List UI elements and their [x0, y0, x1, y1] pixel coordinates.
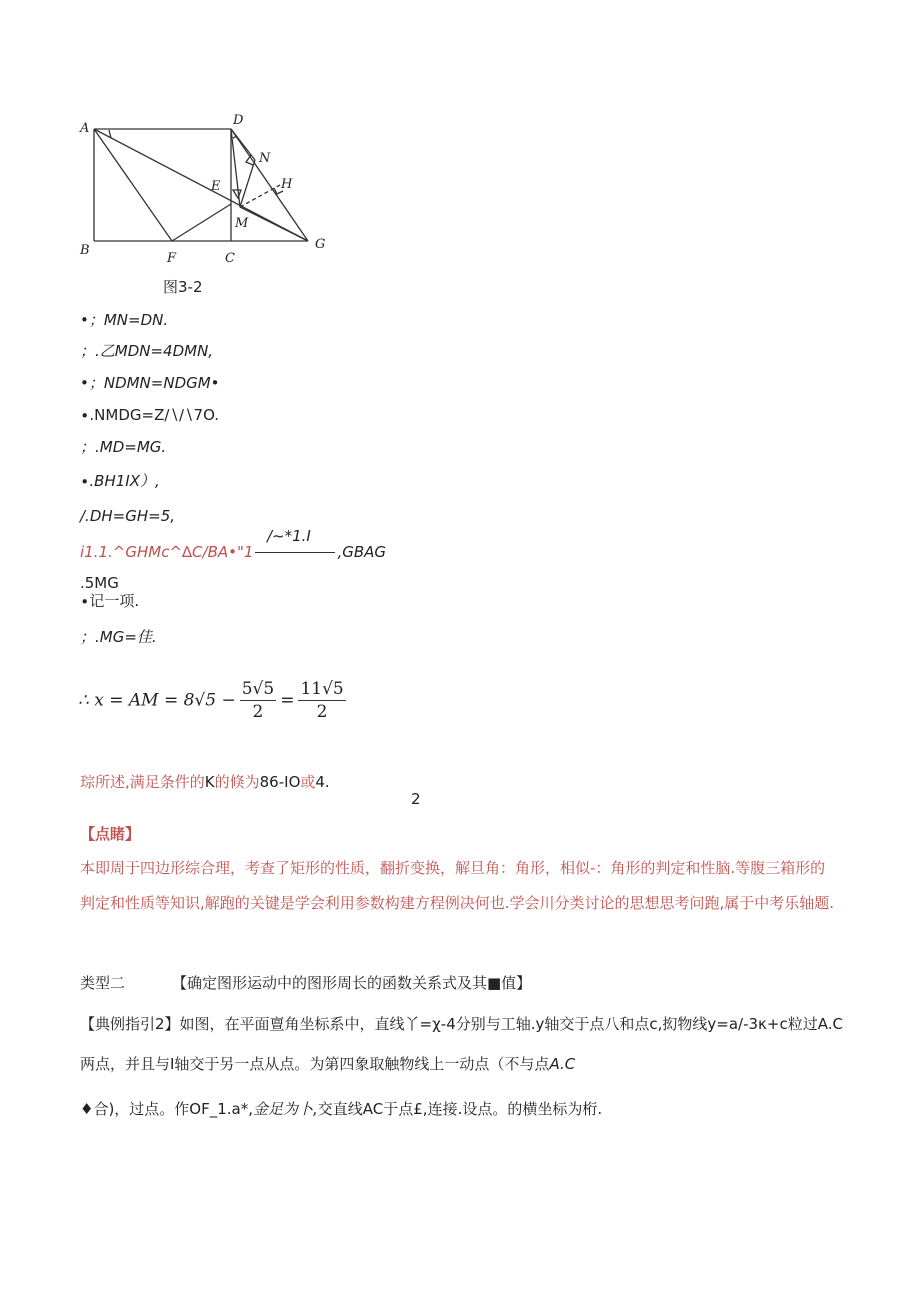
label-D: D: [233, 113, 244, 128]
comment-title: 【点睹】: [80, 825, 141, 843]
conclusion-value-1: 86-IO: [259, 773, 301, 791]
step-6: ∙.BH1IX）,: [80, 472, 160, 490]
geometry-figure: [75, 110, 340, 270]
example-line-2-points: A.C: [549, 1055, 576, 1073]
step-10: ∙记一项.: [80, 592, 140, 610]
example-line-1: 【典例指引2】如图，在平面亶角坐标系中，直线丫=χ-4分别与工轴.y轴交于点八和点c,抝物线y=a/-3κ+c粒过A.C: [80, 1015, 843, 1033]
conclusion: [80, 772, 330, 792]
label-B: B: [80, 243, 90, 258]
label-F: F: [167, 251, 177, 266]
label-M: M: [235, 216, 249, 231]
step-8-prefix: i1.1.^GHMc^∆C∕BA•"1: [80, 543, 254, 561]
conclusion-or: 或: [300, 773, 316, 791]
example-line-2: [80, 1054, 575, 1074]
segment-AG: [94, 129, 308, 241]
conclusion-denominator: 2: [411, 790, 421, 808]
segment-AF: [94, 129, 172, 241]
fraction-1-denominator: 2: [252, 702, 264, 722]
label-C: C: [225, 251, 235, 266]
example-line-3-b: 交直线AC于点£,连接.设点。的横坐标为桁.: [317, 1100, 603, 1118]
segment-FE: [172, 204, 231, 241]
fraction-1-numerator: 5√5: [241, 679, 275, 699]
conclusion-value-2: 4.: [315, 773, 330, 791]
type2-title: 【确定图形运动中的图形周长的函数关系式及其■值】: [172, 974, 532, 992]
step-3: •；NDMN=NDGM•: [80, 374, 220, 392]
type2-label: 类型二: [80, 974, 126, 992]
formula-fraction-2: [298, 678, 345, 723]
step-4: ∙.NMDG=Z∕∖∕∖7O.: [80, 406, 220, 424]
example-line-3-it: 金足为卜,: [253, 1100, 318, 1118]
fraction-2-numerator: 11√5: [300, 679, 344, 699]
step-8: [80, 542, 386, 562]
label-A: A: [80, 121, 90, 136]
conclusion-text-1: 琮所述,满足条件的: [80, 773, 205, 791]
comment-body: 本即周于四边形综合理，考查了矩形的性质，翻折变换，解旦角：角形，相似-：角形的判定和性脑.等腹三箱形的判定和性质等知识,解跑的关键是学会利用参数构建方程例决何也.学会川分类讨论的思想思考问跑,属于中考乐轴题.: [80, 859, 835, 912]
formula-prefix: ∴ x = AM = 8√5 −: [78, 690, 236, 711]
segment-MG: [240, 207, 308, 241]
step-8-suffix: ,GBAG: [337, 543, 387, 561]
step-9: .5MG: [80, 574, 119, 592]
label-N: N: [259, 151, 271, 166]
fraction-2-denominator: 2: [316, 702, 328, 722]
conclusion-var: K: [204, 773, 215, 791]
label-H: H: [281, 177, 293, 192]
example-line-2-text: 两点，并且与I轴交于另一点从点。为第四象取触物线上一动点（不与点: [80, 1055, 550, 1073]
label-E: E: [211, 179, 221, 194]
step-2: ；.乙MDN=4DMN,: [80, 342, 214, 360]
step-8-fraction-line: [255, 552, 335, 553]
figure-caption: 图3-2: [163, 278, 203, 296]
step-11: ；.MG=佳.: [80, 628, 157, 646]
conclusion-text-2: 的倏为: [214, 773, 260, 791]
step-7: /.DH=GH=5,: [80, 507, 176, 525]
formula-equals: =: [280, 690, 295, 711]
step-8-numerator: /~*1.I: [267, 527, 311, 545]
example-line-3-a: ♦合)，过点。作OF_1.a*,: [80, 1100, 254, 1118]
angle-mark-M: [233, 190, 241, 198]
step-5: ；.MD=MG.: [80, 438, 167, 456]
example-line-3: [80, 1099, 602, 1119]
step-1: •；MN=DN.: [80, 311, 169, 329]
formula-x-equals-am: [78, 678, 350, 723]
label-G: G: [315, 237, 326, 252]
formula-fraction-1: [240, 678, 276, 723]
